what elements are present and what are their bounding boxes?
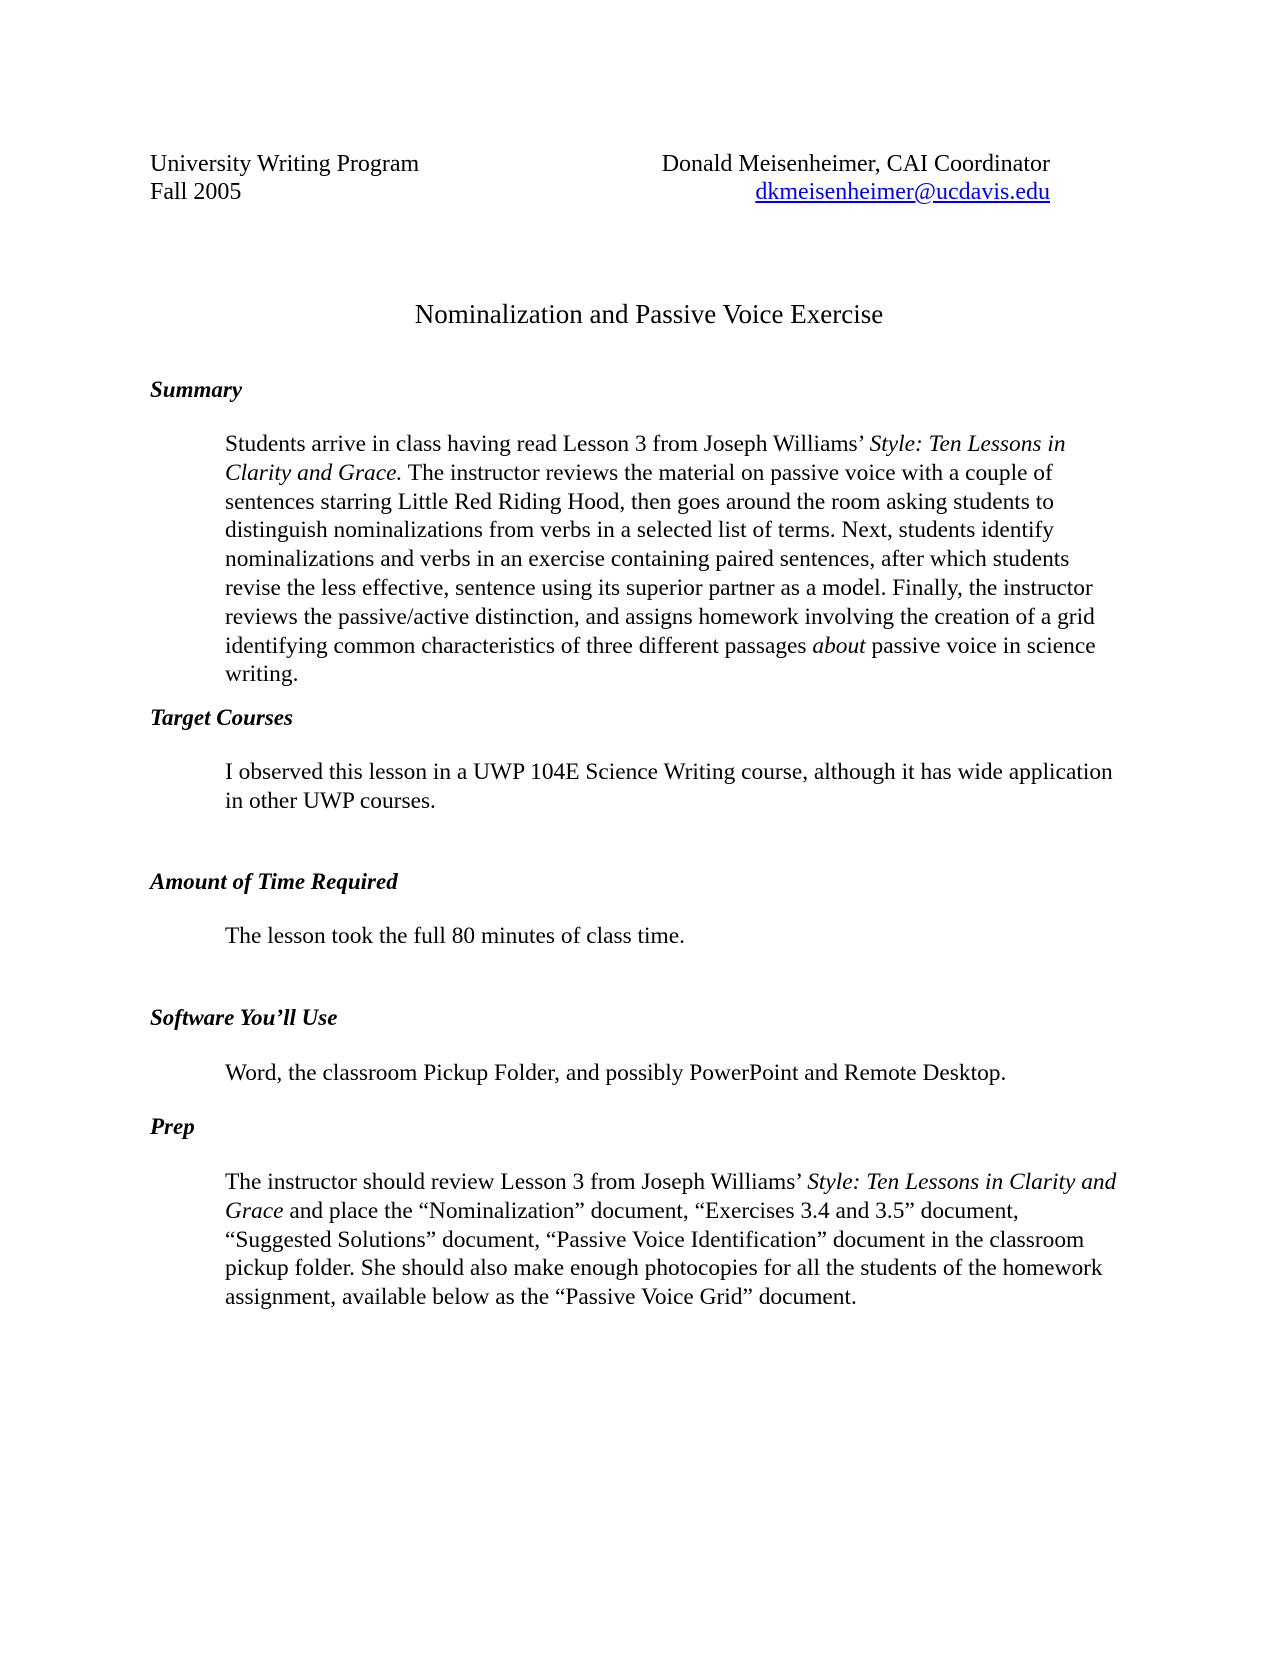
prep-text-2: and place the “Nominalization” document, “Exercises 3.4 and 3.5” document, “Suggested Solutions” document, “Passive Voice Identification” document in the classroom pickup folder. She should also make enough photocopies for all the students of the homework assignment, available below as the “Passive Voice Grid” document. [225,1197,1103,1311]
summary-text-1: Students arrive in class having read Lesson 3 from Joseph Williams’ [225,431,870,457]
header-left [150,150,419,206]
page-title: Nominalization and Passive Voice Exercise [414,299,884,329]
term: Fall 2005 [150,179,242,205]
program-name: University Writing Program [150,151,420,177]
prep-heading: Prep [150,1114,195,1139]
summary-emphasis: about [812,632,866,659]
prep-book-title: Style: Ten Lessons in Clarity and Grace [225,1169,1117,1224]
summary-book-title: Style: Ten Lessons in Clarity and Grace. [225,431,1066,486]
software-heading: Software You’ll Use [150,1005,338,1030]
summary-paragraph [225,430,1125,689]
time-required-paragraph: The lesson took the full 80 minutes of class time. [225,923,685,949]
prep-text-1: The instructor should review Lesson 3 from Joseph Williams’ [225,1169,808,1195]
summary-text-3: passive voice in science writing. [225,632,1096,688]
email-link[interactable]: dkmeisenheimer@ucdavis.edu [755,179,1050,205]
target-courses-paragraph: I observed this lesson in a UWP 104E Science Writing course, although it has wide application in other UWP courses. [225,759,1113,814]
prep-paragraph [225,1168,1125,1312]
target-courses-heading: Target Courses [150,705,293,730]
time-required-heading: Amount of Time Required [150,869,398,894]
coordinator-name: Donald Meisenheimer, CAI Coordinator [661,151,1050,177]
software-paragraph: Word, the classroom Pickup Folder, and possibly PowerPoint and Remote Desktop. [225,1060,1007,1086]
summary-heading: Summary [150,377,243,402]
header-right [640,150,1050,206]
summary-text-2: The instructor reviews the material on passive voice with a couple of sentences starring Little Red Riding Hood, then goes around the room asking students to distinguish nominalizations from verbs in a selected list of terms. Next, students identify nominalizations and verbs in an exercise containing paired sentences, after which students revise the less effective, sentence using its superior partner as a model. Finally, the instructor reviews the passive/active distinction, and assigns homework involving the creation of a grid identifying common characteristics of three different passages [225,459,1095,659]
